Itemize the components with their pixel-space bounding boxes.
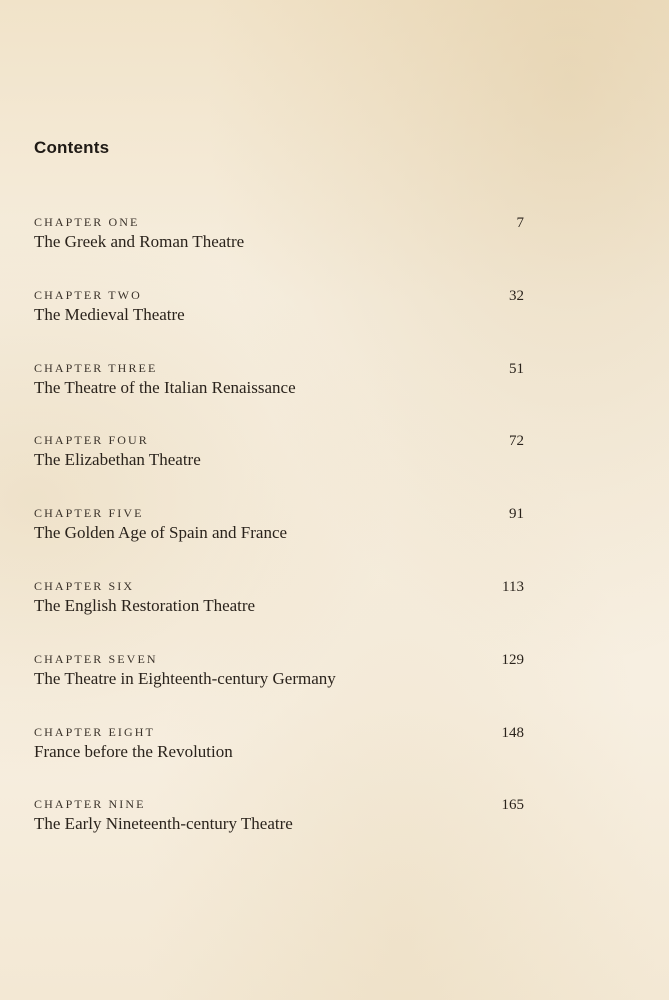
page-number: 91 bbox=[509, 506, 524, 522]
toc-entry-chapter-eight bbox=[34, 725, 524, 769]
toc-entry-chapter-seven bbox=[34, 652, 524, 696]
page-number: 113 bbox=[502, 579, 524, 595]
chapter-label: CHAPTER ONE bbox=[34, 215, 140, 229]
chapter-title: France before the Revolution bbox=[34, 742, 233, 761]
page-number: 165 bbox=[501, 797, 524, 813]
chapter-label: CHAPTER SIX bbox=[34, 579, 135, 593]
chapter-label: CHAPTER FOUR bbox=[34, 433, 149, 447]
page-number: 32 bbox=[509, 288, 524, 304]
page-number: 72 bbox=[509, 433, 524, 449]
chapter-label: CHAPTER SEVEN bbox=[34, 652, 158, 666]
toc-entry-chapter-three bbox=[34, 361, 524, 405]
toc-entry-chapter-one bbox=[34, 215, 524, 259]
chapter-label: CHAPTER NINE bbox=[34, 797, 146, 811]
chapter-title: The English Restoration Theatre bbox=[34, 596, 256, 615]
page-number: 129 bbox=[501, 652, 524, 668]
chapter-title: The Greek and Roman Theatre bbox=[34, 232, 245, 251]
chapter-label: CHAPTER FIVE bbox=[34, 506, 144, 520]
chapter-label: CHAPTER THREE bbox=[34, 361, 158, 375]
chapter-label: CHAPTER TWO bbox=[34, 288, 142, 302]
chapter-title: The Elizabethan Theatre bbox=[34, 450, 201, 469]
toc-entry-chapter-four bbox=[34, 433, 524, 477]
toc-entry-chapter-six bbox=[34, 579, 524, 623]
toc-entry-chapter-nine bbox=[34, 797, 524, 841]
chapter-title: The Medieval Theatre bbox=[34, 305, 185, 324]
page-number: 7 bbox=[516, 215, 524, 231]
chapter-label: CHAPTER EIGHT bbox=[34, 725, 155, 739]
page-number: 148 bbox=[501, 725, 524, 741]
toc-entry-chapter-five bbox=[34, 506, 524, 550]
contents-heading: Contents bbox=[34, 138, 110, 157]
chapter-title: The Theatre in Eighteenth-century Germany bbox=[34, 669, 336, 688]
toc-entry-chapter-two bbox=[34, 288, 524, 332]
chapter-title: The Early Nineteenth-century Theatre bbox=[34, 814, 293, 833]
chapter-title: The Golden Age of Spain and France bbox=[34, 523, 288, 542]
chapter-title: The Theatre of the Italian Renaissance bbox=[34, 378, 296, 397]
page-number: 51 bbox=[509, 361, 524, 377]
